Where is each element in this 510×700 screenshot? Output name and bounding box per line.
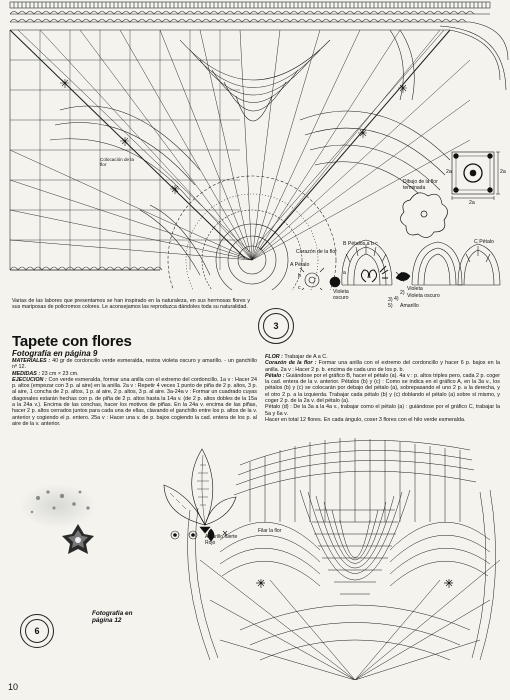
label-corazon: Corazón de la flor (296, 249, 337, 255)
flor-label: FLOR : (265, 354, 283, 360)
medidas-text: 23 cm × 23 cm. (41, 370, 79, 377)
seal-6-number: 6 (34, 626, 40, 636)
label-letter-b: b (298, 273, 301, 279)
label-amarillo: Amarillo (400, 303, 419, 309)
corazon-label: Corazón de la flor : (265, 360, 317, 367)
label-letter-a: a (343, 270, 346, 276)
finished-flower-square (452, 152, 500, 200)
label-amarillo-rojo: Amarillo fuerte Rojo (205, 534, 238, 546)
top-crochet-diagram (0, 0, 510, 290)
petalo-text: Guiándose por el gráfico B, hacer el pétalo (a). 4a v : p. altos triples pero, cada 2 p. coger la cad. entera de la v. anterior. Pétalos (b) y (c) : Como se indica en el gráfico A, en la 3a v., los pétalos (b) y (c) se colocarán por debajo del pétalo (a), sobrepasando el uno 2 p. a la derecha, y el otro 2 p. a la izquierda. Trabajar cada pétalo (b) y (c) doblando el pétalo (a) sobre sí mismo, y coger 2 p. de la 2a v. del pétalo (a). (265, 372, 500, 405)
petalo-label: Pétalo : (265, 372, 285, 379)
label-violeta: Violeta (407, 286, 423, 292)
ejecucion-text: Con verde esmeralda, formar una anilla con el extremo del cordoncillo. 1a v : Hacer 24 p. altos (empezar con 3 p. al aire) en la anilla. 2a v : Repetir 4 veces 1 punto de piña de 2 p. altos, 3 p. al aire, 1 concha de 2 p. altos, 1 p. al aire, 2 p. altos, 3 p. al aire. 3a-24a v : Formar un cuadrado cuyas diagonales estarán hechas con p. de piña de 2 p. altos hasta la 14a v. (de 2 p. altos dobles de la 15a a la 24a v.). Encima de las conchas, hacer los motivos de piñas. En la 24a v. encima de las piñas, hacer 2 p. altos cerrados juntos para cada una de ellas, clavando el ganchillo entre los p. altos de la v. anterior y cogiendo el p. entero. 25a v : Hacer una v. de p. bajos cogiendo la cad. entera de los p. al aire de la v. anterior. (12, 376, 258, 427)
ejecucion-label: EJECUCION : (12, 376, 47, 383)
corazon-text: Formar una anilla con el extremo del cordoncillo y hacer 6 p. bajos en la anilla. 2a v : Hacer 2 p. b. encima de cada uno de los p. b. (265, 360, 501, 373)
doily-photo (18, 478, 118, 568)
label-dim-c: 2a (469, 200, 475, 206)
label-dim-a: 2a (446, 169, 452, 175)
label-dibujo: Dibujo de la flor terminada (403, 179, 438, 191)
materiales-label: MATERIALES : (12, 358, 51, 364)
photo-ref-2: Fotografía en página 12 (92, 610, 133, 625)
label-num-1: 1) (400, 277, 405, 283)
seal-3 (258, 308, 294, 344)
label-petalo-c: C Pétalo (474, 239, 494, 245)
flower-petal-drawing (160, 445, 240, 535)
label-petalos-b: B Pétalos a b c (343, 241, 378, 247)
label-violeta-oscuro-1: Violeta oscuro (333, 289, 349, 301)
article-title: Tapete con flores (12, 333, 132, 350)
flower-outline-drawing (400, 193, 447, 238)
label-num-2: 2) (400, 290, 405, 296)
label-num-3: 3) (388, 297, 393, 303)
total-text: Hacer en total 12 flores. En cada ángulo, coser 3 flores con el hilo verde esmeralda. (265, 416, 466, 423)
seal-6 (20, 614, 54, 648)
article-body (12, 358, 257, 427)
seal-3-number: 3 (273, 321, 279, 331)
materiales-text: 40 gr de cordoncillo verde esmeralda, restos violeta oscuro y amarillo. - un ganchillo nº 12. (12, 358, 258, 371)
flower-instructions (265, 354, 500, 423)
medidas-label: MEDIDAS : (12, 370, 41, 377)
label-violeta-oscuro-2: Violeta oscuro (407, 293, 440, 299)
label-num-4: 4) (394, 296, 399, 302)
label-colocacion: Colocación de la flor (100, 157, 134, 167)
petalo-d-text: Pétalo (d) : De la 3a a la 4a v., trabajar como el pétalo (a) : guiándose por el gráfico C, trabajar la 5a y 6a v. (265, 404, 500, 417)
page-number: 10 (8, 682, 19, 692)
flor-text: Trabajar de A a C. (284, 354, 328, 360)
label-letter-c: c (298, 285, 301, 291)
label-petalo-a: A Pétalo (290, 262, 310, 268)
label-filar: Filar la flor (258, 528, 282, 534)
label-num-5: 5) (388, 303, 393, 309)
intro-text: Varias de las labores que presentamos se han inspirado en la naturaleza, en sus hermosas flores y sus mariposas de policromos colores. Le aconsejamos las reproduzca dándoles toda su naturalidad. (12, 298, 250, 311)
photo-ref: Fotografía en página 9 (12, 349, 98, 358)
label-dim-b: 2a (500, 169, 506, 175)
